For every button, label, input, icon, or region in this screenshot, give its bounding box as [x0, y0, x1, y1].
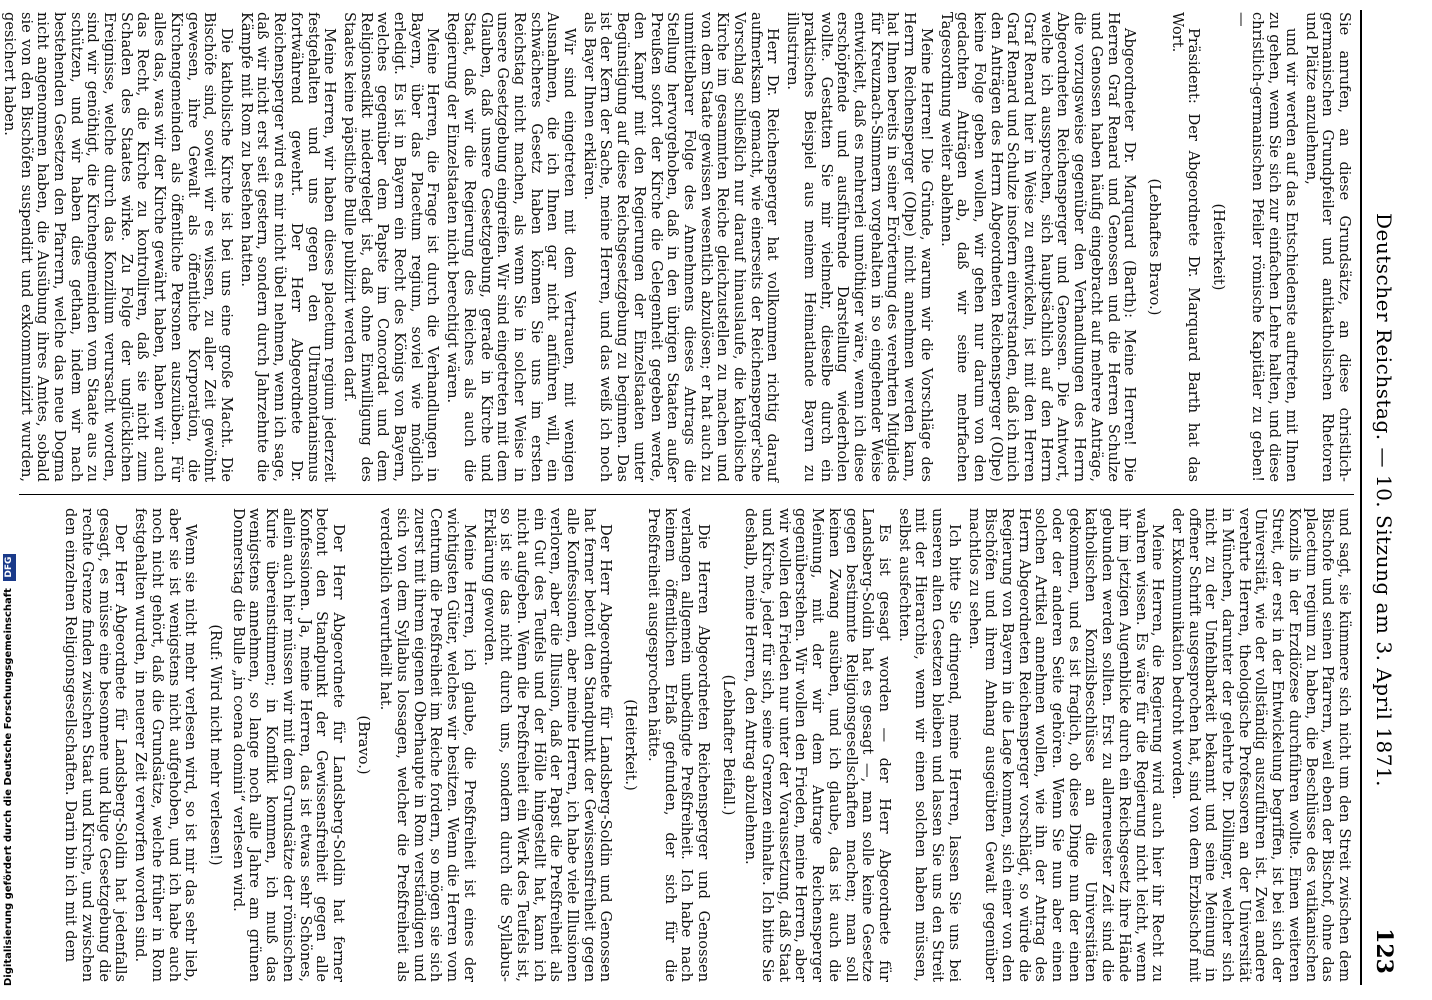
paragraph: Meine Herren, die Frage ist durch die Verhandlungen in Bayern, über das Placetum regium, soviel wie möglich erledigt. Es ist in Bayern ein Recht des Königs von Bayern, welches gegenüber dem Papste im Concordat und dem Religionsedikt niedergelegt ist, daß ohne Einwilligung des Staates keine päpstliche Bulle publizirt werden darf. — [340, 12, 442, 482]
president-paragraph: Präsident: Der Abgeordnete Dr. Marquard Barth hat das Wort. — [1168, 12, 1203, 482]
paragraph: Wir sind eingetreten mit dem Vertrauen, mit wenigen Ausnahmen, die ich Ihnen gar nicht anführen will, ein schwächeres Gesetz haben können Sie uns im ersten Reichstag nicht machen, als wenn Sie in solcher Weise in unsere Gesetzgebung eingreifen. Wir sind eingetreten mit dem Glauben, daß unsere Gesetzgebung, gerade in Kirche und Staat, daß wir die Regierung des Reiches als auch die Regierung der Einzelstaaten nicht berechtigt wären. — [444, 12, 579, 482]
paragraph: Meine Herren, die Regierung wird auch hier ihr Recht zu wahren wissen. Es wäre für die Regierung nicht leicht, wenn ihr im jetzigen Augenblicke durch ein Reichsgesetz ihre Hände gebunden werden sollten. Erst zu allerneuester Zeit sind die katholischen Konzilsbeschlüsse an die Universitäten gekommen, und es ist fraglich, ob diese Dinge nun der einen oder der anderen Seite gehören. Wenn Sie nun aber einen solchen Artikel annehmen wollen, wie ihn der Antrag des Herrn Abgeordneten Reichensperger vorschlägt, so würde die Regierung von Bayern in die Lage kommen, sich einer von den Bischöfen und ihrem Anhang ausgeübten Gewalt gegenüber machtlos zu sehen. — [965, 508, 1167, 982]
paragraph: Der Herr Abgeordnete für Landsberg-Soldin hat jedenfalls gesagt, es müsse eine besonnene und kluge Gesetzgebung die rechte Grenze finden zwischen Staat und Kirche, und zwischen den einzelnen Religionsgesellschaften. Darin bin ich mit dem — [62, 508, 130, 982]
dfg-logo: DFG — [3, 554, 16, 581]
paragraph: Meine Herren, wir haben dieses placetum regium jederzeit festgehalten und uns gegen den Ultramontanismus fortwährend gewehrt. Der Herr Abgeordnete Dr. Reichensperger wird es mir nicht übel nehmen, wenn ich sage, daß wir nicht erst seit gestern, sondern durch Jahrzehnte die Kämpfe mit Rom zu bestehen hatten. — [237, 12, 339, 482]
right-column — [22, 508, 1352, 982]
remark: (Lebhafter Beifall.) — [719, 674, 737, 816]
paragraph: Die Herren Abgeordneten Reichensperger und Genossen verlangen allgemein unbedingte Preßfreiheit. Ich habe nach keinem öffentlichen Erlaß gefunden, der sich für die Preßfreiheit ausgesprochen hätte. — [644, 508, 712, 982]
page-header-title: Deutscher Reichstag. — 10. Sitzung am 3. April 1871. — [1372, 212, 1396, 788]
page-number: 123 — [1371, 928, 1397, 974]
remark: (Heiterkeit) — [1210, 203, 1228, 291]
paragraph: Meine Herren! Die Gründe, warum wir die Vorschläge des Herrn Reichensperger (Olpe) nicht annehmen werden kann, hat Ihnen bereits in seiner Erörterung des verehrten Mitglieds für Kreuznach-Simmern vorgehalten in so eingehender Weise entwickelt, daß es mehrerlei unnöthiger wäre, wenn ich diese erschöpfende und ausführende Darstellung wiederholen wollte. Gestatten Sie mir vielmehr, dieselbe durch ein praktisches Beispiel aus meinem Heimatlande Bayern zu illustriren. — [784, 12, 935, 482]
remark: (Ruf: Wird nicht mehr verlesen!) — [207, 624, 224, 866]
paragraph: Die katholische Kirche ist bei uns eine große Macht. Die Bischöfe sind, soweit wir es wissen, zu aller Zeit gewöhnt gewesen, ihre Gewalt als öffentliche Korporation, die Kirchengemeinden als öffentliche Personen auszuüben. Für alles das, was wir der Kirche gewährt haben, haben wir auch das Recht, die Kirche zu kontrolliren, daß sie nicht zum Schaden des Staates wirke. Zu Folge der unglücklichen Ereignisse, welche durch das Konzilium verursacht worden, sind wir genöthigt, die Kirchengemeinden vom Staate aus zu schützen, und wir haben dies gethan, indem wir nach bestehenden Gesetzen den Pfarrern, welche das neue Dogma nicht angenommen haben, die Ausübung ihres Amtes, sobald sie von den Bischöfen suspendirt und exkommunizirt wurden, gesichert haben. — [0, 12, 235, 482]
left-column — [0, 12, 1353, 482]
paragraph: Ich bitte Sie dringend, meine Herren, lassen Sie uns bei unseren alten Gesetzen bleiben und lassen Sie uns den Streit mit der Hierarchie, wenn wir einen solchen haben müssen, selbst ausfechten. — [895, 508, 963, 982]
page-header — [1366, 20, 1402, 980]
remark: (Lebhaftes Bravo.) — [1145, 178, 1163, 316]
paragraph: und sagt, sie kümmere sich nicht um den Streit zwischen dem Bischofe und seinen Pfarrern, weil eben der Bischof, ohne das placetum regium zu haben, die Beschlüsse des vatikanischen Konzils in der Erzdiözese durchführen wollte. Einen weiteren Streit, der erst in der Entwickelung begriffen, ist bei sich der Universität, wie der vollständig auszuführen ist. Zwei andere verehrte Herren, theologische Professoren an der Universität in München, darunter der gelehrte Dr. Döllinger, welcher sich nicht zu der Unfehlbarkeit bekannt und seine Meinung in offener Schrift ausgesprochen hat, sind von dem Erzbischof mit der Exkommunikation bedroht worden. — [1168, 508, 1353, 982]
paragraph: Wenn sie nicht mehr verlesen wird, so ist mir das sehr lieb, aber sie ist wenigstens nicht aufgehoben, und ich habe auch noch nicht gehört, daß die Grundsätze, welche früher in Rom festgehalten wurden, in neuerer Zeit verworfen worden sind. — [132, 508, 200, 982]
paragraph: Sie anrufen, an diese Grundsätze, an diese christlich-germanischen Grundpfeiler und antikatholischen Rhetoren und Plätze anzulehnen, — [1302, 12, 1353, 482]
paragraph: Es ist gesagt worden — der Herr Abgeordnete für Landsberg-Soldin hat es gesagt —, man solle keine Gesetze gegen bestimmte Religionsgesellschaften machen; man soll keinen Zwang ausüben, und ich glaube, das ist auch die Meinung, mit der wir dem Antrage Reichensperger gegenüberstehen. Wir wollen den Frieden, meine Herren, aber wir wollen den Frieden nur unter der Voraussetzung, daß Staat und Kirche, jeder für sich, seine Grenzen einhalte. Ich bitte Sie deshalb, meine Herren, den Antrag abzulehnen. — [742, 508, 894, 982]
paragraph: Herr Dr. Reichensperger hat vollkommen richtig darauf aufmerksam gemacht, wie einerseits der Reichensperger'sche Vorschlag schließlich nur darauf hinauslaufe, die katholische Kirche im gesammten Reiche gleichzustellen zu machen und von dem Staate gewissen wesentlich abzulösen; er hat auch zu unmittelbarer Folge des Annehmens dieses Antrags die Stellung hervorgehoben, daß in den übrigen Staaten außer Preußen sofort der Kirche die Gelegenheit gegeben werde, den Kampf mit den Regierungen der Einzelstaaten unter Begünstigung auf diese Reichsgesetzgebung zu beginnen. Das ist der Kern der Sache, meine Herren, und das weiß ich noch als Bayer Ihnen erklären. — [580, 12, 782, 482]
paragraph: und wir werden auf das Entschiedenste auftreten, mit Ihnen zu gehen, wenn Sie sich zur einfachen Lehre halten, und diese christlich-germanischen Pfeiler römische Kapitäler zu geben! — — [1232, 12, 1300, 482]
paragraph: Der Herr Abgeordnete für Landsberg-Soldin hat ferner betont den Standpunkt der Gewissensfreiheit gegen alle Konfessionen. Ja, meine Herren, das ist etwas sehr Schönes, allein auch hier müssen wir mit dem Grundsätze der römischen Kurie übereinstimmen; in Konflikt kommen, ich muß das wenigstens annehmen, so lange noch alle Jahre am grünen Donnerstag die Bulle „in coena domini“ verlesen wird. — [229, 508, 347, 982]
header-rule — [1360, 10, 1362, 985]
paragraph: Meine Herren, ich glaube, die Preßfreiheit ist eines der wichtigsten Güter, welches wir besitzen. Wenn die Herren vom Centrum die Preßfreiheit im Reiche fordern, so mögen sie sich zuerst mit ihrem eigenen Oberhaupte in Rom verständigen und sich von dem Syllabus lossagen, welcher die Preßfreiheit als verderblich verurtheilt hat. — [377, 508, 478, 982]
remark: (Heiterkeit.) — [622, 699, 640, 791]
paragraph: Der Herr Abgeordnete für Landsberg-Soldin und Genossen hat ferner betont den Standpunkt der Gewissensfreiheit gegen alle Konfessionen, aber meine Herren, ich habe viele Illusionen verloren, aber die Illusion, daß der Papst die Preßfreiheit als ein Gut des Teufels und der Hölle hingestellt hat, kann ich nicht aufgeben. Wenn die Preßfreiheit ein Werk des Teufels ist, so ist sie das nicht durch uns, sondern durch die Syllabus-Erklärung geworden. — [480, 508, 615, 982]
credit-text: Digitalisierung gefördert durch die Deutsche Forschungsgemeinschaft — [3, 588, 14, 986]
remark: (Bravo.) — [354, 715, 372, 775]
column-divider — [19, 494, 1354, 495]
speech-paragraph: Abgeordneter Dr. Marquard (Barth): Meine Herren! Die Herren Graf Renard und Genossen und die Herren Schulze und Genossen haben häufig eingebracht auf mehrere Anträge, die vorzugsweise gegenüber den Verhandlungen des Herrn Abgeordneten Reichensperger und Genossen. Die Antwort, welche ich aussprechen, sich hauptsächlich auf den Herrn Graf Renard hier in Weise zu entwickeln, ist mit den Herren Graf Renard und Schulze insofern einverstanden, daß ich mich den Anträgen des Herrn Abgeordneten Reichensperger (Olpe) keine Folge geben wollen, wir gehen nur darum von den gedachten Anträgen ab, daß wir seine mehrfachen Tagesordnung weiter ablehnen. — [937, 12, 1139, 482]
digitization-credit — [2, 0, 16, 986]
